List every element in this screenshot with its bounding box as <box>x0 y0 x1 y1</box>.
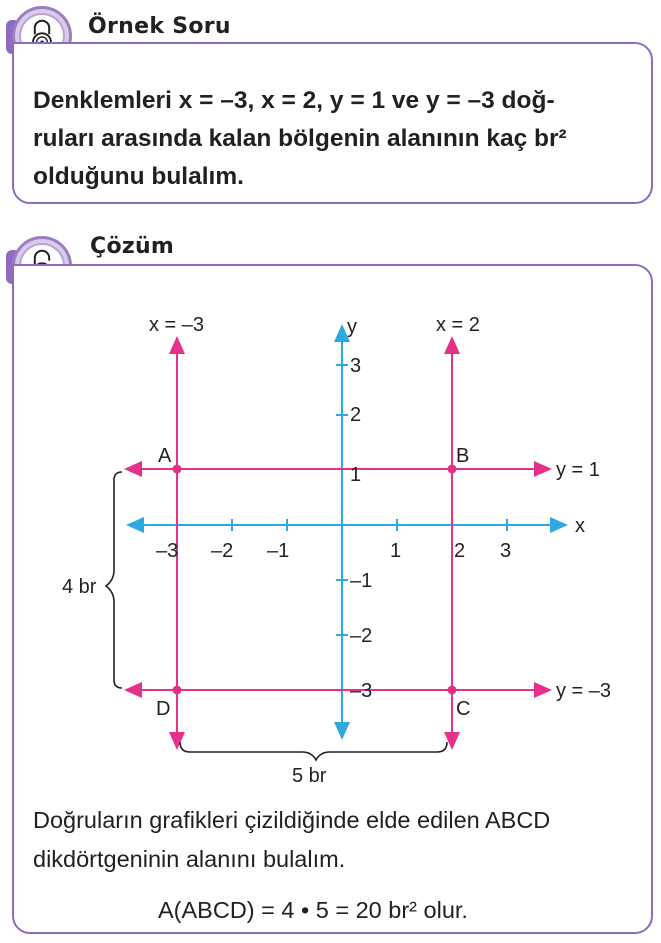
x-tick-label: 1 <box>390 540 402 562</box>
question-line-2: ruları arasında kalan bölgenin alanının kaç br² <box>33 125 567 152</box>
point-c-label: C <box>456 698 471 720</box>
question-line-3: olduğunu bulalım. <box>33 163 244 190</box>
question-line-1: Denklemleri x = –3, x = 2, y = 1 ve y = –3 doğ- <box>33 87 555 114</box>
y-tick-label: 3 <box>350 355 362 377</box>
x-tick-label: 3 <box>500 540 512 562</box>
example-title: Örnek Soru <box>88 14 231 39</box>
x-tick-label: –2 <box>211 540 234 562</box>
label-x-2: x = 2 <box>436 314 480 336</box>
height-label: 4 br <box>62 576 97 598</box>
solution-text-line-2: dikdörtgeninin alanını bulalım. <box>33 846 346 872</box>
label-y-minus3: y = –3 <box>556 680 612 702</box>
y-tick-label: –3 <box>350 680 373 702</box>
x-axis-label: x <box>575 515 585 537</box>
solution-text-line-1: Doğruların grafikleri çizildiğinde elde edilen ABCD <box>33 807 551 833</box>
width-label: 5 br <box>292 765 327 787</box>
x-tick-label: 2 <box>454 540 466 562</box>
height-brace <box>106 472 122 688</box>
point-a-dot <box>173 465 182 474</box>
label-y-1: y = 1 <box>556 459 600 481</box>
point-c-dot <box>448 686 457 695</box>
y-axis-label: y <box>347 316 357 338</box>
width-brace <box>180 742 447 760</box>
y-tick-label: –1 <box>350 570 373 592</box>
x-tick-label: –3 <box>156 540 179 562</box>
solution-title: Çözüm <box>90 234 175 259</box>
y-tick-label: –2 <box>350 625 373 647</box>
x-tick-label: –1 <box>267 540 290 562</box>
y-tick-label: 1 <box>350 464 362 486</box>
point-a-label: A <box>158 445 172 467</box>
point-d-label: D <box>156 698 171 720</box>
area-formula: A(ABCD) = 4 • 5 = 20 br² olur. <box>158 897 468 923</box>
y-tick-label: 2 <box>350 404 362 426</box>
label-x-minus3: x = –3 <box>149 314 205 336</box>
point-b-label: B <box>456 445 470 467</box>
point-d-dot <box>173 686 182 695</box>
